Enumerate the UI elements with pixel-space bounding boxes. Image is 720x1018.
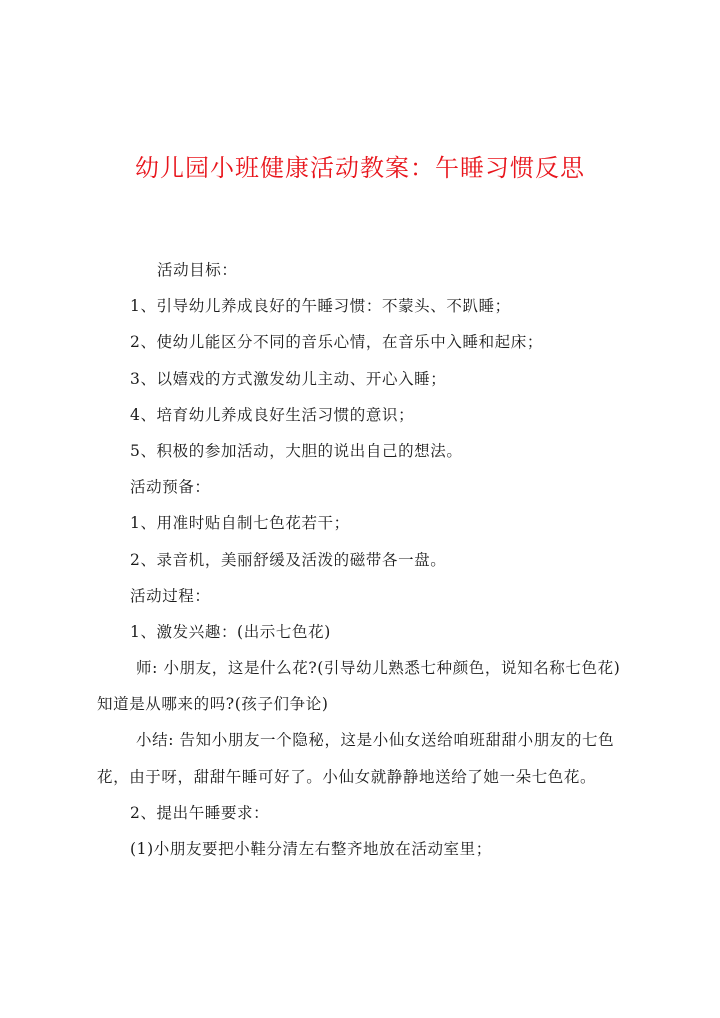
text-line: 1、用准时贴自制七色花若干； bbox=[130, 514, 350, 533]
text-line: 2、使幼儿能区分不同的音乐心情，在音乐中入睡和起床； bbox=[130, 333, 543, 352]
text-line: 4、培育幼儿养成良好生活习惯的意识； bbox=[130, 405, 415, 424]
page-title: 幼儿园小班健康活动教案：午睡习惯反思 bbox=[135, 154, 585, 182]
text-line: 2、提出午睡要求： bbox=[130, 803, 270, 822]
section-heading-process: 活动过程： bbox=[130, 586, 211, 605]
paragraph-line: 师: 小朋友，这是什么花?(引导幼儿熟悉七种颜色，说知名称七色花) bbox=[136, 659, 621, 678]
paragraph-line: 小结: 告知小朋友一个隐秘，这是小仙女送给咱班甜甜小朋友的七色 bbox=[136, 731, 615, 750]
text-line: 2、录音机，美丽舒缓及活泼的磁带各一盘。 bbox=[130, 550, 447, 569]
section-heading-goals: 活动目标： bbox=[157, 261, 238, 279]
paragraph-line: 花，由于呀，甜甜午睡可好了。小仙女就静静地送给了她一朵七色花。 bbox=[97, 767, 597, 786]
section-heading-preparation: 活动预备： bbox=[130, 478, 211, 497]
text-line: 1、激发兴趣：(出示七色花) bbox=[130, 622, 331, 641]
paragraph-summary bbox=[97, 726, 635, 798]
paragraph-line: 知道是从哪来的吗?(孩子们争论) bbox=[97, 695, 329, 714]
paragraph-teacher bbox=[97, 654, 635, 726]
text-line: 3、以嬉戏的方式激发幼儿主动、开心入睡； bbox=[130, 369, 447, 388]
text-line: 5、积极的参加活动，大胆的说出自己的想法。 bbox=[130, 441, 463, 460]
document-body bbox=[97, 256, 635, 871]
text-line: 1、引导幼儿养成良好的午睡习惯：不蒙头、不趴睡； bbox=[130, 297, 511, 316]
text-line: (1)小朋友要把小鞋分清左右整齐地放在活动室里； bbox=[130, 840, 492, 858]
